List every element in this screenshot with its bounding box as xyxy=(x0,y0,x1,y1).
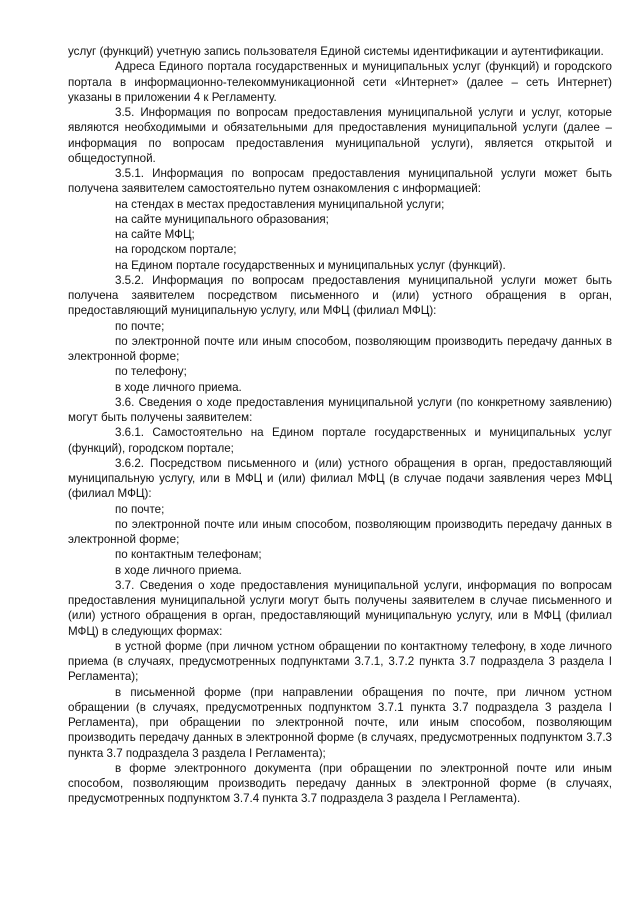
paragraph: Адреса Единого портала государственных и муниципальных услуг (функций) и городского портала в информационно-телекоммуникационной сети «Интернет» (далее – сеть Интернет) указаны в приложении 4 к Регламенту. xyxy=(68,60,612,104)
list-item: по почте; xyxy=(115,319,165,333)
paragraph: 3.6. Сведения о ходе предоставления муниципальной услуги (по конкретному заявлению) могут быть получены заявителем: xyxy=(68,395,612,424)
list-item: по электронной почте или иным способом, позволяющим производить передачу данных в электронной форме; xyxy=(68,334,612,363)
list-item: в ходе личного приема. xyxy=(115,380,242,394)
list-item: на городском портале; xyxy=(115,243,237,257)
document-page xyxy=(68,44,612,807)
list-item: в письменной форме (при направлении обращения по почте, при личном устном обращении (в случаях, предусмотренных подпунктом 3.7.1 пункта 3.7 подраздела 3 раздела I Регламента), при обращении по электронной почте, или иным способом, позволяющим производить передачу данных в электронной форме (в случаях, предусмотренных подпунктом 3.7.3 пункта 3.7 подраздела 3 раздела I Регламента); xyxy=(68,685,612,760)
list-item: на Едином портале государственных и муниципальных услуг (функций). xyxy=(115,258,506,272)
paragraph: услуг (функций) учетную запись пользователя Единой системы идентификации и аутентификации. xyxy=(68,45,604,58)
list-item: на стендах в местах предоставления муниципальной услуги; xyxy=(115,197,445,211)
paragraph: 3.5. Информация по вопросам предоставления муниципальной услуги и услуг, которые являются необходимыми и обязательными для предоставления муниципальной услуги (далее – информация по вопросам предоставления муниципальной услуги), является открытой и общедоступной. xyxy=(68,106,612,165)
paragraph: 3.6.2. Посредством письменного и (или) устного обращения в орган, предоставляющий муниципальную услугу, или в МФЦ и (или) филиал МФЦ (в случае подачи заявления через МФЦ (филиал МФЦ): xyxy=(68,456,612,501)
paragraph: 3.7. Сведения о ходе предоставления муниципальной услуги, информация по вопросам предоставления муниципальной услуги могут быть получены заявителем в случае письменного и (или) устного обращения в орган, предоставляющий муниципальную услугу, или в МФЦ (филиал МФЦ) в следующих формах: xyxy=(68,578,612,638)
paragraph: 3.6.1. Самостоятельно на Едином портале государственных и муниципальных услуг (функций), городском портале; xyxy=(68,426,612,455)
list-item: в ходе личного приема. xyxy=(115,563,242,577)
paragraph: 3.5.2. Информация по вопросам предоставления муниципальной услуги может быть получена заявителем посредством письменного и (или) устного обращения в орган, предоставляющий муниципальную услугу, или МФЦ (филиал МФЦ): xyxy=(68,273,612,318)
list-item: по контактным телефонам; xyxy=(115,548,262,562)
list-item: по электронной почте или иным способом, позволяющим производить передачу данных в электронной форме; xyxy=(68,517,612,546)
list-item: на сайте МФЦ; xyxy=(115,228,195,241)
list-item: в форме электронного документа (при обращении по электронной почте или иным способом, позволяющим производить передачу данных в электронной форме (в случаях, предусмотренных подпунктом 3.7.4 пункта 3.7 подраздела 3 раздела I Регламента). xyxy=(68,761,612,806)
list-item: по телефону; xyxy=(115,365,187,379)
list-item: на сайте муниципального образования; xyxy=(115,212,329,226)
paragraph: 3.5.1. Информация по вопросам предоставления муниципальной услуги может быть получена заявителем самостоятельно путем ознакомления с информацией: xyxy=(68,167,612,196)
list-item: в устной форме (при личном устном обращении по контактному телефону, в ходе личного приема (в случаях, предусмотренных подпунктами 3.7.1, 3.7.2 пункта 3.7 подраздела 3 раздела I Регламента); xyxy=(68,639,612,684)
list-item: по почте; xyxy=(115,502,165,516)
